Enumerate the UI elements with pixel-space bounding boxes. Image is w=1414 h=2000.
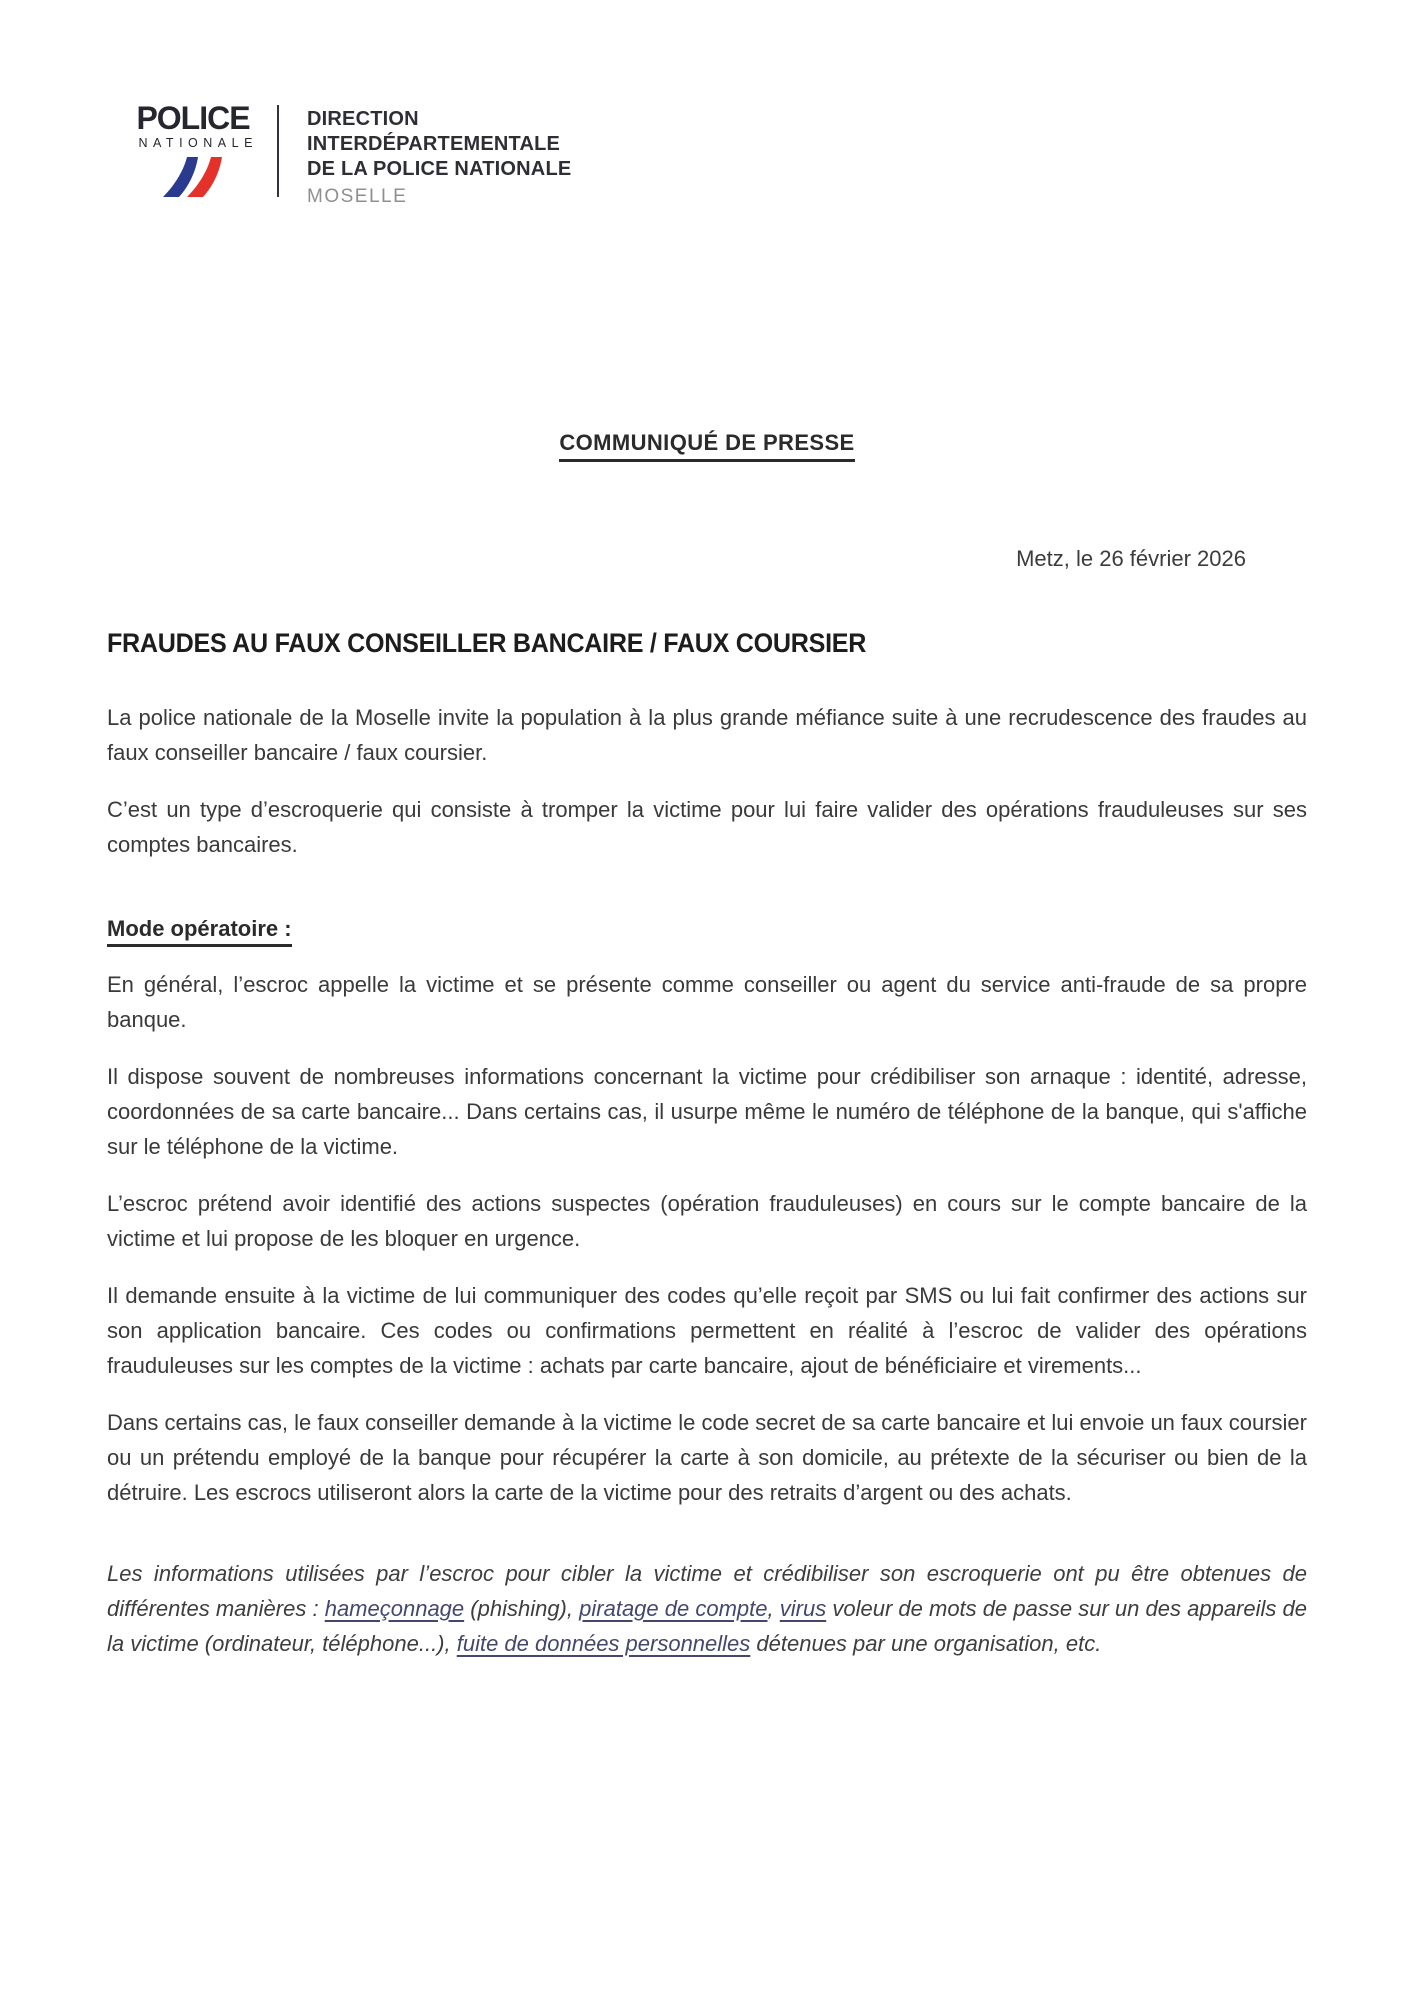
mode-paragraph-2: Il dispose souvent de nombreuses informations concernant la victime pour crédibiliser son arnaque : identité, adresse, coordonnées de sa carte bancaire... Dans certains cas, il usurpe même le numéro de téléphone de la banque, qui s'affiche sur le téléphone de la victime. bbox=[107, 1064, 1307, 1159]
doc-title-wrap bbox=[0, 430, 1414, 462]
dateline: Metz, le 26 février 2026 bbox=[1016, 546, 1246, 571]
mode-paragraph-4: Il demande ensuite à la victime de lui communiquer des codes qu’elle reçoit par SMS ou lui fait confirmer des actions sur son application bancaire. Ces codes ou confirmations permettent en réalité à l’escroc de valider des opérations frauduleuses sur les comptes de la victime : achats par carte bancaire, ajout de bénéficiaire et virements... bbox=[107, 1283, 1307, 1378]
note-mid-2: , bbox=[767, 1596, 780, 1621]
mode-paragraph-3: L’escroc prétend avoir identifié des actions suspectes (opération frauduleuses) en cours sur le compte bancaire de la victime et lui propose de les bloquer en urgence. bbox=[107, 1191, 1307, 1251]
note-mid-3: voleur de mots de passe sur un des appareils de la victime (ordinateur, téléphone...), bbox=[107, 1596, 1307, 1656]
logo-brand-bottom: NATIONALE bbox=[138, 136, 258, 150]
mode-paragraph-1: En général, l’escroc appelle la victime et se présente comme conseiller ou agent du service anti-fraude de sa propre banque. bbox=[107, 972, 1307, 1032]
french-flag-icon bbox=[133, 157, 253, 202]
mode-paragraph-5: Dans certains cas, le faux conseiller demande à la victime le code secret de sa carte bancaire et lui envoie un faux coursier ou un prétendu employé de la banque pour récupérer la carte à son domicile, au prétexte de la sécuriser ou bien de la détruire. Les escrocs utiliseront alors la carte de la victime pour des retraits d’argent ou des achats. bbox=[107, 1410, 1307, 1505]
intro-paragraph-1: La police nationale de la Moselle invite la population à la plus grande méfiance suite à une recrudescence des fraudes au faux conseiller bancaire / faux coursier. bbox=[107, 705, 1307, 765]
org-line-3: DE LA POLICE NATIONALE bbox=[307, 158, 572, 180]
org-name-block bbox=[307, 103, 571, 208]
note-mid-1: (phishing), bbox=[464, 1596, 580, 1621]
logo-brand-top: POLICE bbox=[136, 100, 250, 136]
note-paragraph bbox=[107, 1556, 1307, 1661]
doc-title: COMMUNIQUÉ DE PRESSE bbox=[559, 430, 854, 462]
header-divider bbox=[277, 105, 279, 197]
note-intro: Les informations utilisées par l’escroc pour cibler la victime et crédibiliser son escroquerie ont pu être obtenues de différentes manières : bbox=[107, 1561, 1307, 1621]
section-heading-mode-operatoire: Mode opératoire : bbox=[107, 916, 292, 947]
header bbox=[133, 100, 572, 208]
headline: FRAUDES AU FAUX CONSEILLER BANCAIRE / FAUX COURSIER bbox=[107, 628, 867, 658]
org-region: MOSELLE bbox=[307, 186, 408, 207]
intro-paragraph-2: C’est un type d’escroquerie qui consiste à tromper la victime pour lui faire valider des opérations frauduleuses sur ses comptes bancaires. bbox=[107, 797, 1307, 857]
link-fuite-de-donnees[interactable]: fuite de données personnelles bbox=[456, 1631, 751, 1656]
note-end: détenues par une organisation, etc. bbox=[750, 1631, 1102, 1656]
body-copy bbox=[107, 700, 1307, 1683]
org-line-2: INTERDÉPARTEMENTALE bbox=[307, 133, 561, 155]
org-line-1: DIRECTION bbox=[307, 108, 419, 130]
link-piratage-de-compte[interactable]: piratage de compte bbox=[579, 1596, 768, 1621]
link-hameconnage[interactable]: hameçonnage bbox=[324, 1596, 465, 1621]
police-nationale-logo bbox=[133, 100, 258, 202]
link-virus[interactable]: virus bbox=[779, 1596, 827, 1621]
